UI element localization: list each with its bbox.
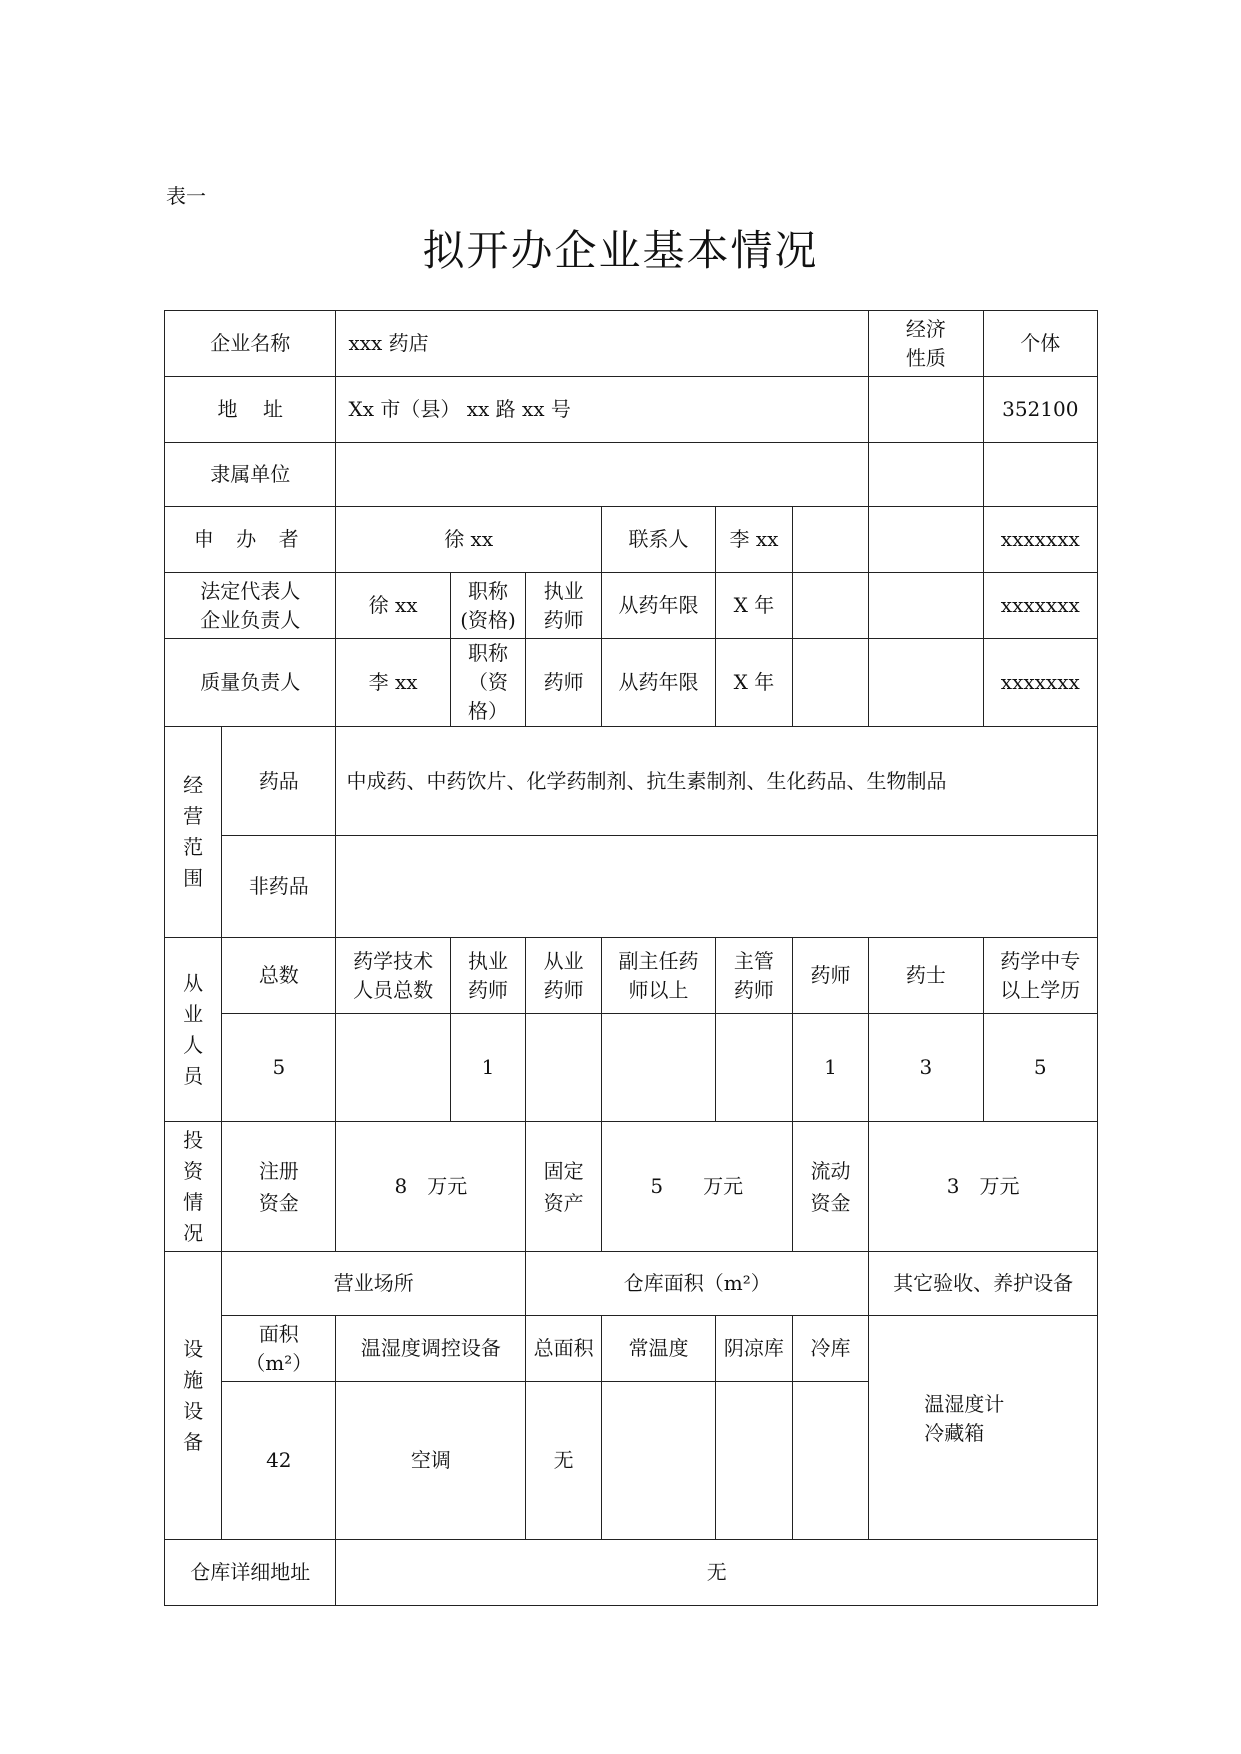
drugs-scope-value: 中成药、中药饮片、化学药制剂、抗生素制剂、生化药品、生物制品: [336, 727, 1098, 836]
staff-header-pharmacist: 药师: [792, 938, 869, 1014]
legal-rep-label: 法定代表人企业负责人: [165, 573, 336, 639]
address-value: Xx 市（县） xx 路 xx 号: [336, 377, 869, 443]
non-drugs-scope-value: [336, 836, 1098, 938]
warehouse-total-value: 无: [526, 1382, 602, 1540]
staff-value-secondary-edu: 5: [983, 1014, 1097, 1122]
legal-rep-years-label: 从药年限: [601, 573, 715, 639]
phone-value-2: xxxxxxx: [983, 573, 1097, 639]
quality-head-extra: [792, 639, 869, 727]
working-capital-value: 3 万元: [869, 1122, 1098, 1252]
affiliation-value: [336, 443, 869, 507]
staff-value-total: 5: [222, 1014, 336, 1122]
other-equipment-header: 其它验收、养护设备: [869, 1252, 1098, 1316]
economic-nature-label: 经济性质: [869, 311, 983, 377]
legal-rep-title-value: 执业药师: [526, 573, 602, 639]
staff-header-supervising-pharmacist: 主管药师: [716, 938, 793, 1014]
applicant-value: 徐 xx: [336, 507, 601, 573]
staff-value-deputy-chief: [601, 1014, 715, 1122]
quality-head-title-value: 药师: [526, 639, 602, 727]
other-equipment-item: 冷藏箱: [924, 1420, 985, 1445]
room-temp-value: [601, 1382, 715, 1540]
staff-header-total: 总数: [222, 938, 336, 1014]
phone-value-1: xxxxxxx: [983, 507, 1097, 573]
quality-head-title-label: 职称（资格）: [450, 639, 526, 727]
business-premises-header: 营业场所: [222, 1252, 526, 1316]
staff-label: 从业人员: [165, 938, 222, 1122]
staff-header-secondary-edu: 药学中专以上学历: [983, 938, 1097, 1014]
warehouse-area-header: 仓库面积（m²）: [526, 1252, 869, 1316]
postcode-value: 352100: [983, 377, 1097, 443]
investment-label: 投资情况: [165, 1122, 222, 1252]
cold-storage-value: [792, 1382, 869, 1540]
premises-area-value: 42: [222, 1382, 336, 1540]
registered-capital-value: 8 万元: [336, 1122, 526, 1252]
basic-info-table: [164, 310, 1098, 1606]
working-capital-label: 流动资金: [792, 1122, 869, 1252]
staff-header-deputy-chief: 副主任药师以上: [601, 938, 715, 1014]
business-scope-label: 经营范围: [165, 727, 222, 938]
total-area-header: 总面积: [526, 1316, 602, 1382]
temp-control-header: 温湿度调控设备: [336, 1316, 526, 1382]
quality-head-years-value: X 年: [716, 639, 793, 727]
affiliation-label: 隶属单位: [165, 443, 336, 507]
area-header: 面积（m²）: [222, 1316, 336, 1382]
staff-header-licensed-pharmacist: 执业药师: [450, 938, 526, 1014]
staff-header-pharm-tech-total: 药学技术人员总数: [336, 938, 450, 1014]
cool-storage-header: 阴凉库: [716, 1316, 793, 1382]
contact-extra: [792, 507, 869, 573]
other-equipment-list: [869, 1316, 1098, 1540]
phone-value-3: xxxxxxx: [983, 639, 1097, 727]
staff-value-assistant: 3: [869, 1014, 983, 1122]
company-name-value: xxx 药店: [336, 311, 869, 377]
cool-storage-value: [716, 1382, 793, 1540]
address-label: 地 址: [165, 377, 336, 443]
other-equipment-item: 温湿度计: [924, 1391, 1005, 1416]
staff-value-pharm-tech-total: [336, 1014, 450, 1122]
staff-value-pharmacist: 1: [792, 1014, 869, 1122]
applicant-label: 申 办 者: [165, 507, 336, 573]
staff-value-licensed-pharmacist: 1: [450, 1014, 526, 1122]
company-name-label: 企业名称: [165, 311, 336, 377]
registered-capital-label: 注册资金: [222, 1122, 336, 1252]
fixed-assets-value: 5 万元: [601, 1122, 792, 1252]
phone-label-3: [869, 639, 983, 727]
legal-rep-title-label: 职称(资格): [450, 573, 526, 639]
contact-value: 李 xx: [716, 507, 793, 573]
non-drugs-label: 非药品: [222, 836, 336, 938]
phone-label-1: [869, 507, 983, 573]
affiliation-extra-label: [869, 443, 983, 507]
contact-label: 联系人: [601, 507, 715, 573]
affiliation-extra-value: [983, 443, 1097, 507]
warehouse-address-value: 无: [336, 1540, 1098, 1606]
staff-header-practicing-pharmacist: 从业药师: [526, 938, 602, 1014]
warehouse-address-label: 仓库详细地址: [165, 1540, 336, 1606]
room-temp-header: 常温度: [601, 1316, 715, 1382]
quality-head-years-label: 从药年限: [601, 639, 715, 727]
staff-header-assistant: 药士: [869, 938, 983, 1014]
drugs-label: 药品: [222, 727, 336, 836]
temp-control-value: 空调: [336, 1382, 526, 1540]
legal-rep-extra: [792, 573, 869, 639]
phone-label-2: [869, 573, 983, 639]
economic-nature-value: 个体: [983, 311, 1097, 377]
staff-value-supervising-pharmacist: [716, 1014, 793, 1122]
cold-storage-header: 冷库: [792, 1316, 869, 1382]
legal-rep-value: 徐 xx: [336, 573, 450, 639]
page-title: 拟开办企业基本情况: [422, 226, 819, 275]
staff-value-practicing-pharmacist: [526, 1014, 602, 1122]
quality-head-value: 李 xx: [336, 639, 450, 727]
postcode-label-cell: [869, 377, 983, 443]
legal-rep-years-value: X 年: [716, 573, 793, 639]
facilities-label: 设施设备: [165, 1252, 222, 1540]
fixed-assets-label: 固定资产: [526, 1122, 602, 1252]
quality-head-label: 质量负责人: [165, 639, 336, 727]
document-label: 表一: [166, 184, 206, 208]
